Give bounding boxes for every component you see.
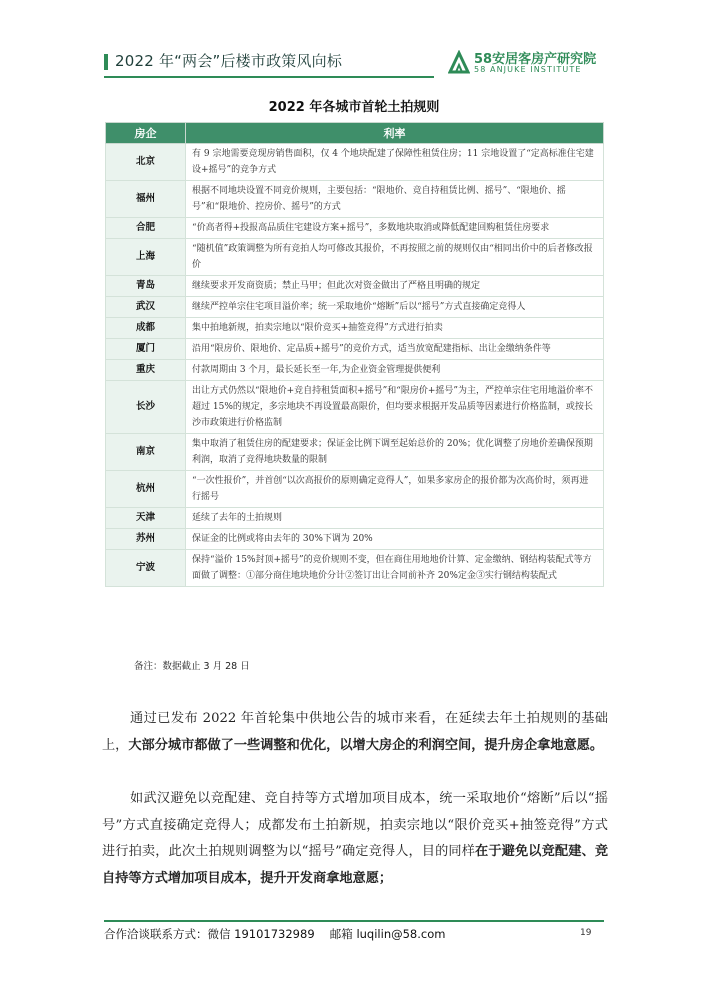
city-cell: 武汉 [106, 297, 186, 318]
city-cell: 苏州 [106, 529, 186, 550]
paragraph-2-text: 如武汉避免以竞配建、竞自持等方式增加项目成本，统一采取地价“熔断”后以“摇号”方式直接确定竞得人；成都发布土拍新规，拍卖宗地以“限价竞买+抽签竞得”方式进行拍卖，此次土拍规则调整为以“摇号”确定竞得人，目的同样 [102, 791, 608, 859]
institute-logo [448, 48, 608, 82]
city-cell: 天津 [106, 508, 186, 529]
rule-cell: 保证金的比例或将由去年的 30%下调为 20% [186, 529, 604, 550]
rule-cell: 继续要求开发商资质；禁止马甲；但此次对资金做出了严格且明确的规定 [186, 276, 604, 297]
city-cell: 厦门 [106, 339, 186, 360]
table-row [106, 360, 604, 381]
header-title: 2022 年“两会”后楼市政策风向标 [115, 52, 343, 70]
table-row [106, 297, 604, 318]
table-row [106, 529, 604, 550]
table-row [106, 508, 604, 529]
footer-contact: 合作洽谈联系方式：微信 19101732989 邮箱 luqilin@58.com [104, 927, 446, 941]
paragraph-1-emphasis: 大部分城市都做了一些调整和优化，以增大房企的利润空间，提升房企拿地意愿。 [128, 737, 604, 753]
header-accent-bar [104, 54, 108, 70]
logo-text-cn: 58安居客房产研究院 [474, 52, 597, 67]
table-row [106, 181, 604, 218]
city-cell: 杭州 [106, 471, 186, 508]
column-header-city: 房企 [106, 123, 186, 144]
page-header [104, 44, 604, 84]
rule-cell: 延续了去年的土拍规则 [186, 508, 604, 529]
city-cell: 成都 [106, 318, 186, 339]
table-row [106, 550, 604, 587]
rule-cell: 集中拍地新规，拍卖宗地以“限价竞买+抽签竞得”方式进行拍卖 [186, 318, 604, 339]
table-title: 2022 年各城市首轮土拍规则 [268, 100, 440, 115]
table-row [106, 276, 604, 297]
table-header-row [106, 123, 604, 144]
city-cell: 青岛 [106, 276, 186, 297]
city-cell: 长沙 [106, 381, 186, 434]
paragraph-1-text: 通过已发布 2022 年首轮集中供地公告的城市来看，在延续去年土拍规则的基础上， [102, 711, 608, 753]
rule-cell: 有 9 宗地需要竞现房销售面积，仅 4 个地块配建了保障性租赁住房；11 宗地设置了“定高标准住宅建设+摇号”的竞争方式 [186, 144, 604, 181]
rule-cell: “价高者得+投报高品质住宅建设方案+摇号”，多数地块取消或降低配建回购租赁住房要求 [186, 218, 604, 239]
city-cell: 宁波 [106, 550, 186, 587]
column-header-rule: 利率 [186, 123, 604, 144]
city-cell: 合肥 [106, 218, 186, 239]
land-auction-rules-table [105, 122, 604, 587]
rule-cell: “一次性报价”，并首创“以次高报价的原则确定竞得人”，如果多家房企的报价都为次高价时，须再进行摇号 [186, 471, 604, 508]
rule-cell: 付款周期由 3 个月，最长延长至一年,为企业资金管理提供便利 [186, 360, 604, 381]
city-cell: 北京 [106, 144, 186, 181]
table-row [106, 218, 604, 239]
table-row [106, 144, 604, 181]
table-row [106, 471, 604, 508]
paragraph-2-emphasis: 在于避免以竞配建、竞自持等方式增加项目成本，提升开发商拿地意愿； [102, 844, 609, 886]
rule-cell: 出让方式仍然以“限地价+竞自持租赁面积+摇号”和“限房价+摇号”为主，严控单宗住宅用地溢价率不超过 15%的规定，多宗地块不再设置最高限价，但均要求根据开发品质等因素进行价格监制，或按长沙市政策进行价格监制 [186, 381, 604, 434]
rule-cell: 继续严控单宗住宅项目溢价率；统一采取地价“熔断”后以“摇号”方式直接确定竞得人 [186, 297, 604, 318]
table-row [106, 339, 604, 360]
house-logo-icon [448, 50, 470, 74]
rule-cell: 沿用“限房价、限地价、定品质+摇号”的竞价方式，适当放宽配建指标、出让金缴纳条件等 [186, 339, 604, 360]
rule-cell: “随机值”政策调整为所有竞拍人均可修改其报价，不再按照之前的规则仅由“相同出价中的后者修改报价 [186, 239, 604, 276]
city-cell: 福州 [106, 181, 186, 218]
logo-text-en: 58 ANJUKE INSTITUTE [474, 65, 582, 74]
city-cell: 上海 [106, 239, 186, 276]
page-number: 19 [580, 928, 592, 938]
table-note: 备注：数据截止 3 月 28 日 [134, 661, 250, 672]
city-cell: 南京 [106, 434, 186, 471]
table-row [106, 239, 604, 276]
footer-divider [104, 920, 604, 922]
city-cell: 重庆 [106, 360, 186, 381]
rule-cell: 集中取消了租赁住房的配建要求；保证金比例下调至起始总价的 20%；优化调整了房地价差确保预期利润，取消了竞得地块数量的限制 [186, 434, 604, 471]
table-row [106, 381, 604, 434]
table-row [106, 318, 604, 339]
header-divider [104, 76, 434, 78]
rule-cell: 根据不同地块设置不同竞价规则，主要包括：“限地价、竞自持租赁比例、摇号”、“限地价、摇号”和“限地价、控房价、摇号”的方式 [186, 181, 604, 218]
body-paragraph-2 [102, 786, 608, 892]
rule-cell: 保持“溢价 15%封顶+摇号”的竞价规则不变，但在商住用地地价计算、定金缴纳、钢结构装配式等方面做了调整：①部分商住地块地价分计②签订出让合同前补齐 20%定金③实行钢结构装配式 [186, 550, 604, 587]
body-paragraph-1 [102, 706, 608, 759]
table-row [106, 434, 604, 471]
